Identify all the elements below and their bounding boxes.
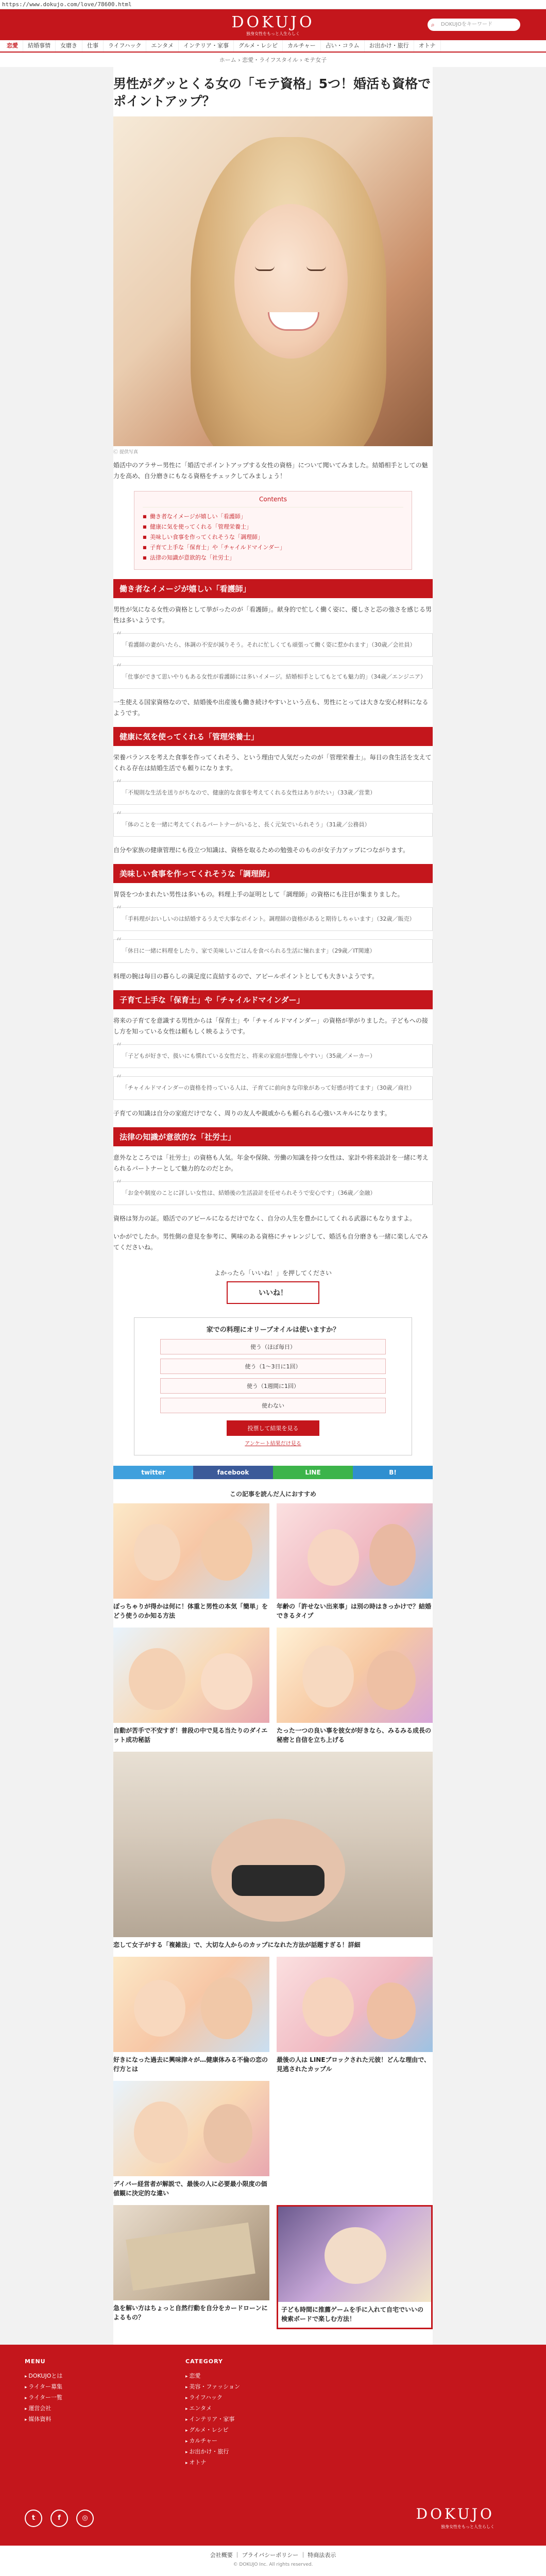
hatena-icon: B! [389, 1469, 397, 1476]
section-heading: 子育て上手な「保育士」や「チャイルドマインダー」 [113, 990, 433, 1009]
interview-quote: “ 「お金や制度のことに詳しい女性は、結婚後の生活設計を任せられそうで安心です」（36歳／金融） [113, 1181, 433, 1205]
footer-link[interactable]: ▸ オトナ [185, 2458, 240, 2468]
poll-question: 家での料理にオリーブオイルは使いますか？ [206, 1326, 340, 1334]
article [113, 67, 433, 2345]
section-paragraph: 料理の腕は毎日の暮らしの満足度に直結するので、アピールポイントとしても大きいようです。 [113, 973, 379, 980]
footer-legal-links[interactable]: 会社概要 ｜ プライバシーポリシー ｜ 特商法表示 [0, 2546, 546, 2561]
footer-menu [25, 2358, 62, 2425]
twitter-share-button[interactable] [113, 1466, 193, 1479]
toc-title: Contents [143, 496, 403, 507]
footer-logo[interactable]: DOKUJO [416, 2505, 494, 2522]
related-card-featured[interactable] [113, 1752, 433, 1952]
game-character [325, 2227, 386, 2284]
footer-link[interactable]: ▸ グルメ・レシピ [185, 2425, 240, 2436]
hero-eye [306, 266, 326, 271]
breadcrumb[interactable]: ホーム › 恋愛・ライフスタイル › モテ女子 [0, 53, 546, 67]
section-heading: 法律の知識が意欲的な「社労士」 [113, 1127, 433, 1146]
footer-tagline: 独身女性をもっと人生らしく [441, 2524, 494, 2529]
related-title: ぽっちゃりが得かは何に！体重と男性の本気「簡単」をどう使うのか知る方法 [113, 1603, 268, 1619]
manga-face [134, 1980, 185, 2037]
nav-item-lifehack[interactable]: ライフハック [104, 40, 146, 52]
interview-quote: “ 「仕事ができて思いやりもある女性が看護師には多いイメージ。結婚相手としてもとても魅力的」（34歳／エンジニア） [113, 665, 433, 689]
article-closing: いかがでしたか。男性側の意見を参考に、興味のある資格にチャレンジして、婚活も自分磨きも一緒に楽しんでみてくださいね。 [113, 1233, 428, 1251]
toc-item[interactable]: ■ 健康に気を使ってくれる「管理栄養士」 [143, 522, 403, 532]
related-title: 自動が苦手で不安すぎ！普段の中で見る当たりのダイエット成功秘話 [113, 1727, 268, 1743]
interview-quote: “ 「不規則な生活を送りがちなので、健康的な食事を考えてくれる女性はありがたい」（33歳／営業） [113, 781, 433, 805]
nav-item-marriage[interactable]: 結婚事情 [23, 40, 56, 52]
footer-link[interactable]: ▸ お出かけ・旅行 [185, 2447, 240, 2458]
table-of-contents [134, 491, 412, 570]
twitter-icon[interactable]: t [25, 2510, 42, 2527]
nav-item-beauty[interactable]: 女磨き [56, 40, 82, 52]
nav-item-interior[interactable]: インテリア・家事 [179, 40, 234, 52]
footer-link[interactable]: ▸ 運営会社 [25, 2403, 62, 2414]
section-paragraph: 意外なところでは「社労士」の資格も人気。年金や保険、労働の知識を持つ女性は、家計や将来設計を一緒に考えられるパートナーとして魅力的なのだとか。 [113, 1154, 429, 1172]
manga-face [302, 1646, 354, 1707]
search-input[interactable] [428, 19, 520, 31]
article-lead: 婚活中のアラサー男性に「婚活でポイントアップする女性の資格」について聞いてみました。結婚相手としての魅力を高め、自分磨きにもなる資格をチェックしてみましょう！ [113, 462, 428, 480]
related-thumbnail [278, 2207, 431, 2302]
manga-face [129, 1648, 185, 1710]
toc-item[interactable]: ■ 美味しい食事を作ってくれそうな「調理師」 [143, 532, 403, 543]
related-grid [113, 1503, 433, 2329]
article-title: 男性がグッとくる女の「モテ資格」5つ！婚活も資格でポイントアップ？ [113, 76, 431, 109]
section-paragraph: 胃袋をつかまれたい男性は多いもの。料理上手の証明として「調理師」の資格にも注目が集まりました。 [113, 891, 404, 898]
poll-option[interactable]: 使う（1週間に1回） [160, 1378, 386, 1394]
related-title: 最後の人は LINEブロックされた元彼！どんな理由で、見逃されたカップル [277, 2056, 431, 2073]
nav-item-love[interactable]: 恋愛 [2, 40, 23, 52]
manga-face [134, 2102, 188, 2163]
related-card[interactable] [277, 1957, 433, 2076]
footer-social [25, 2510, 94, 2527]
nav-item-travel[interactable]: お出かけ・旅行 [365, 40, 414, 52]
toc-item[interactable]: ■ 働き者なイメージが嬉しい「看護師」 [143, 512, 403, 522]
section-paragraph: 子育ての知識は自分の家庭だけでなく、周りの友人や親戚からも頼られる心強いスキルになります。 [113, 1110, 391, 1117]
nav-item-gourmet[interactable]: グルメ・レシピ [234, 40, 283, 52]
hero-caption: Ⓒ 提供写真 [113, 450, 138, 455]
related-card[interactable] [113, 1957, 269, 2076]
line-icon: LINE [305, 1469, 321, 1476]
section-paragraph: 栄養バランスを考えた食事を作ってくれそう、という理由で人気だったのが「管理栄養士」。毎日の食生活を支えてくれる存在は結婚生活でも頼りになります。 [113, 754, 432, 772]
footer-link[interactable]: ▸ エンタメ [185, 2403, 240, 2414]
related-thumbnail [113, 1503, 269, 1599]
nav-item-adult[interactable]: オトナ [414, 40, 441, 52]
footer-link[interactable]: ▸ ライター募集 [25, 2382, 62, 2393]
related-card[interactable] [113, 1503, 269, 1622]
site-logo[interactable]: DOKUJO [231, 13, 315, 31]
interview-quote: “ 「手料理がおいしいのは結婚するうえで大事なポイント。調理師の資格があると期待しちゃいます」（32歳／販売） [113, 907, 433, 931]
f-icon: facebook [217, 1469, 249, 1476]
related-thumbnail [113, 2081, 269, 2176]
related-card[interactable] [113, 2081, 269, 2200]
poll-box [134, 1317, 412, 1455]
section-heading: 美味しい食事を作ってくれそうな「調理師」 [113, 864, 433, 883]
search-icon: ⌕ [431, 21, 435, 28]
section-paragraph: 資格は努力の証。婚活でのアピールになるだけでなく、自分の人生を豊かにしてくれる武器にもなりますよ。 [113, 1215, 416, 1222]
related-title: デイバー経営者が解説で、最後の人に必要最小限度の価値観に決定的な違い [113, 2180, 267, 2197]
manga-face [201, 1519, 252, 1581]
related-thumbnail [113, 2205, 269, 2300]
nav-item-work[interactable]: 仕事 [82, 40, 104, 52]
manga-face [134, 1524, 180, 1581]
manga-face [302, 1977, 354, 2037]
like-button[interactable]: いいね！ [227, 1281, 319, 1304]
interview-quote: “ 「チャイルドマインダーの資格を持っている人は、子育てに前向きな印象があって好感が持てます」（30歳／商社） [113, 1076, 433, 1100]
footer-menu-title: MENU [25, 2358, 46, 2365]
site-footer [0, 2345, 546, 2546]
section-paragraph: 将来の子育てを意識する男性からは「保育士」や「チャイルドマインダー」の資格が挙がりました。子どもへの接し方を知っている女性は頼もしく映るようです。 [113, 1017, 428, 1035]
copyright: © DOKUJO Inc. All rights reserved. [0, 2561, 546, 2576]
site-header [0, 9, 546, 40]
footer-link[interactable]: ▸ ライフハック [185, 2393, 240, 2403]
share-bar [113, 1466, 433, 1479]
related-thumbnail [277, 1957, 433, 2052]
section-paragraph: 男性が気になる女性の資格として挙がったのが「看護師」。献身的で忙しく働く姿に、優しさと芯の強さを感じる男性は多いようです。 [113, 606, 432, 624]
toc-item[interactable]: ■ 法律の知識が意欲的な「社労士」 [143, 553, 403, 563]
section-paragraph: 一生使える国家資格なので、結婚後や出産後も働き続けやすいという点も、男性にとっては大きな安心材料になるようです。 [113, 699, 429, 717]
footer-link[interactable]: ▸ DOKUJOとは [25, 2371, 62, 2382]
hero-image [113, 116, 433, 446]
related-card[interactable] [277, 1628, 433, 1747]
related-heading: この記事を読んだ人におすすめ [229, 1490, 317, 1498]
instagram-icon[interactable]: ◎ [76, 2510, 94, 2527]
manga-face [369, 1524, 416, 1586]
related-thumbnail [277, 1503, 433, 1599]
facebook-icon[interactable]: f [50, 2510, 68, 2527]
grid-spacer [277, 2081, 433, 2091]
footer-categories [185, 2358, 240, 2468]
facebook-share-button[interactable] [193, 1466, 273, 1479]
url-bar[interactable]: https://www.dokujo.com/love/78600.html [0, 0, 546, 9]
nav-item-fortune[interactable]: 占い・コラム [321, 40, 365, 52]
nav-item-entertainment[interactable]: エンタメ [146, 40, 179, 52]
poll-option[interactable]: 使う（ほぼ毎日） [160, 1339, 386, 1354]
nav-item-culture[interactable]: カルチャー [283, 40, 321, 52]
manga-face [203, 2104, 252, 2163]
line-share-button[interactable] [273, 1466, 353, 1479]
poll-option[interactable]: 使う（1〜3日に1回） [160, 1359, 386, 1374]
poll-result-link[interactable]: アンケート結果だけ見る [245, 1441, 301, 1447]
related-title: 急を解い方はちょっと自然行動を自分をカードローンによるもの？ [113, 2304, 268, 2321]
site-tagline: 独身女性をもっと人生らしく [246, 31, 300, 36]
hero-face [234, 204, 348, 359]
interview-quote: “ 「体のことを一緒に考えてくれるパートナーがいると、長く元気でいられそう」（31歳／公務員） [113, 813, 433, 837]
bird-icon: twitter [141, 1469, 165, 1476]
poll-submit-button[interactable]: 投票して結果を見る [227, 1420, 319, 1436]
footer-link[interactable]: ▸ 美容・ファッション [185, 2382, 240, 2393]
manga-face [367, 1651, 416, 1710]
related-title: たった一つの良い事を彼女が好きなら、みるみる成長の秘密と自信を立ち上げる [277, 1727, 432, 1743]
footer-category-title: CATEGORY [185, 2358, 223, 2365]
footer-link[interactable]: ▸ 媒体資料 [25, 2414, 62, 2425]
section-heading: 健康に気を使ってくれる「管理栄養士」 [113, 727, 433, 746]
related-card[interactable] [277, 1503, 433, 1622]
manga-face [308, 1529, 359, 1586]
footer-link[interactable]: ▸ インテリア・家事 [185, 2414, 240, 2425]
related-title: 恋して女子がする「複雑法」で、大切な人からのカップになれた方法が話題すぎる！詳細 [113, 1941, 361, 1948]
photo-detail [232, 1865, 325, 1896]
section-heading: 働き者なイメージが嬉しい「看護師」 [113, 579, 433, 598]
related-title: 年齢の「許せない出来事」は別の時はきっかけで？結婚できるタイプ [277, 1603, 432, 1619]
footer-link[interactable]: ▸ カルチャー [185, 2436, 240, 2447]
related-card[interactable] [113, 2205, 269, 2329]
interview-quote: “ 「看護師の妻がいたら、体調の不安が減りそう。それに忙しくても頑張って働く姿に惹かれます」（30歳／会社員） [113, 633, 433, 657]
toc-item[interactable]: ■ 子育て上手な「保育士」や「チャイルドマインダー」 [143, 543, 403, 553]
category-nav [0, 40, 546, 53]
footer-link[interactable]: ▸ 恋愛 [185, 2371, 240, 2382]
related-card[interactable] [277, 2205, 433, 2329]
poll-option[interactable]: 使わない [160, 1398, 386, 1413]
related-thumbnail [113, 1752, 433, 1937]
hatena-share-button[interactable] [353, 1466, 433, 1479]
interview-quote: “ 「子どもが好きで、扱いにも慣れている女性だと、将来の家庭が想像しやすい」（35歳／メーカー） [113, 1044, 433, 1068]
hero-eye [255, 266, 275, 271]
search-placeholder: DOKUJOをキーワード [441, 22, 492, 27]
manga-face [367, 1982, 416, 2039]
related-title: 子ども時間に推薦ゲームを手に入れて自宅でいいの検索ボードで楽しむ方法！ [281, 2306, 424, 2323]
related-thumbnail [113, 1957, 269, 2052]
manga-face [201, 1653, 252, 1710]
interview-quote: “ 「休日に一緒に料理をしたり、家で美味しいごはんを食べられる生活に憧れます」（29歳／IT関連） [113, 939, 433, 963]
footer-link[interactable]: ▸ ライター一覧 [25, 2393, 62, 2403]
related-thumbnail [277, 1628, 433, 1723]
manga-face [201, 1977, 252, 2039]
section-paragraph: 自分や家族の健康管理にも役立つ知識は、資格を取るための勉強そのものが女子力アップにつながります。 [113, 846, 409, 854]
related-thumbnail [113, 1628, 269, 1723]
like-prompt: よかったら「いいね！」を押してください [214, 1269, 332, 1277]
related-card[interactable] [113, 1628, 269, 1747]
related-title: 好きになった過去に興味津々が…健康体みる不倫の恋の行方とは [113, 2056, 268, 2073]
banknote-shape [126, 2223, 255, 2291]
